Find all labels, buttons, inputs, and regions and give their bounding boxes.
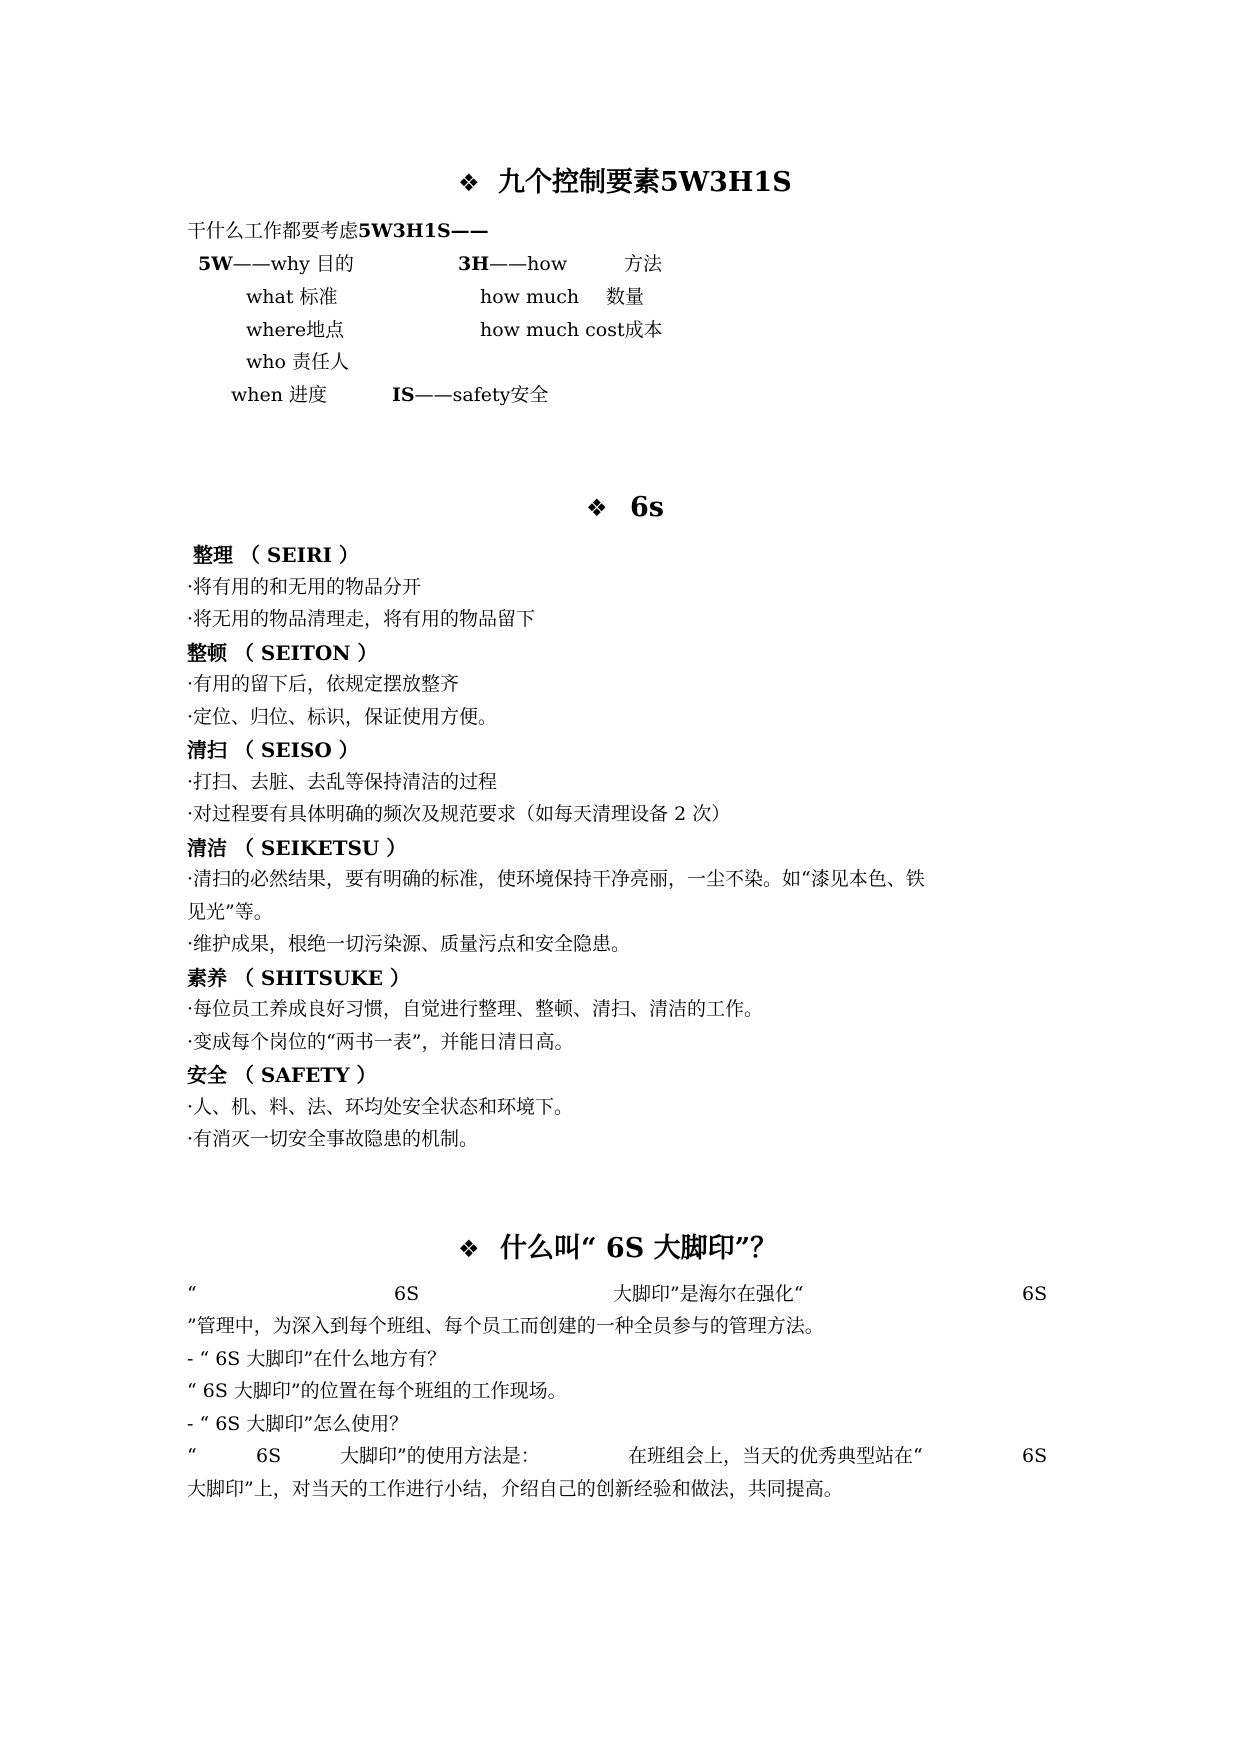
p2-6s-end: 6S (1022, 1445, 1048, 1467)
item-line: ·有消灭一切安全事故隐患的机制。 (187, 1128, 479, 1150)
item-line: ·人、机、料、法、环均处安全状态和环境下。 (187, 1096, 574, 1118)
question-how: - “ 6S 大脚印”怎么使用？ (187, 1413, 409, 1435)
h-howmuch: how much (480, 286, 580, 308)
p1-text: 大脚印”是海尔在强化“ (613, 1283, 804, 1305)
w-head: 5W (198, 253, 233, 275)
item-line: ·有用的留下后，依规定摆放整齐 (187, 673, 460, 695)
item-line: ·将有用的和无用的物品分开 (187, 576, 422, 598)
diamond-bullet-icon: ❖ (458, 169, 480, 197)
item-line: ·将无用的物品清理走，将有用的物品留下 (187, 608, 536, 630)
p2-quote-open: “ (187, 1445, 197, 1467)
item-line: ·变成每个岗位的“两书一表”，并能日清日高。 (187, 1031, 574, 1053)
item-line: ·每位员工养成良好习惯，自觉进行整理、整顿、清扫、清洁的工作。 (187, 998, 764, 1020)
item-head-seiketsu: 清洁 （ SEIKETSU ） (187, 836, 407, 860)
item-line: ·对过程要有具体明确的频次及规范要求（如每天清理设备 2 次） (187, 803, 731, 825)
diamond-bullet-icon: ❖ (458, 1235, 480, 1263)
item-head-seiso: 清扫 （ SEISO ） (187, 738, 359, 762)
p2-text2: 在班组会上，当天的优秀典型站在“ (628, 1445, 923, 1467)
item-line: ·定位、归位、标识，保证使用方便。 (187, 706, 498, 728)
h-how-cn: 方法 (624, 253, 663, 275)
item-head-shitsuke: 素养 （ SHITSUKE ） (187, 966, 410, 990)
item-head-seiri: 整理 （ SEIRI ） (193, 543, 359, 567)
s-head: IS (392, 384, 415, 406)
section-title-5w3h1s: 九个控制要素5W3H1S (498, 167, 792, 198)
item-head-safety: 安全 （ SAFETY ） (187, 1063, 377, 1087)
item-line: ·清扫的必然结果，要有明确的标准，使环境保持干净亮丽，一尘不染。如“漆见本色、铁 (187, 868, 925, 890)
question-where: - “ 6S 大脚印”在什么地方有？ (187, 1348, 447, 1370)
intro-line (187, 222, 489, 241)
w-what: what 标准 (246, 286, 338, 308)
w-who: who 责任人 (246, 351, 349, 373)
w-why-row (198, 255, 354, 274)
h-how: ——how (489, 253, 568, 275)
section-title-6s-footprint: 什么叫“ 6S 大脚印”？ (500, 1233, 778, 1264)
item-line: 见光”等。 (187, 901, 273, 923)
item-line: ·打扫、去脏、去乱等保持清洁的过程 (187, 771, 498, 793)
answer-where: “ 6S 大脚印”的位置在每个班组的工作现场。 (187, 1380, 567, 1402)
p1-6s: 6S (394, 1283, 420, 1305)
p1-6s-end: 6S (1022, 1283, 1048, 1305)
p2-line2: 大脚印”上，对当天的工作进行小结，介绍自己的创新经验和做法，共同提高。 (187, 1478, 843, 1500)
h-how-row (458, 255, 567, 274)
intro-text: 干什么工作都要考虑 (187, 220, 359, 242)
w-why: ——why 目的 (232, 253, 354, 275)
h-cost: how much cost成本 (480, 319, 663, 341)
intro-bold: 5W3H1S—— (358, 220, 489, 242)
section-title-6s: 6s (630, 492, 664, 523)
s-safety-row (392, 386, 548, 405)
p1-line2: ”管理中，为深入到每个班组、每个员工而创建的一种全员参与的管理方法。 (187, 1315, 824, 1337)
w-where: where地点 (246, 319, 345, 341)
w-when: when 进度 (231, 384, 328, 406)
item-head-seiton: 整顿 （ SEITON ） (187, 641, 378, 665)
h-howmuch-cn: 数量 (606, 286, 645, 308)
p2-6s: 6S (256, 1445, 282, 1467)
p2-text: 大脚印”的使用方法是： (340, 1445, 540, 1467)
item-line: ·维护成果，根绝一切污染源、质量污点和安全隐患。 (187, 933, 631, 955)
s-safety: ——safety安全 (414, 384, 549, 406)
diamond-bullet-icon: ❖ (586, 494, 608, 522)
p1-quote-open: “ (187, 1283, 197, 1305)
h-head: 3H (458, 253, 490, 275)
